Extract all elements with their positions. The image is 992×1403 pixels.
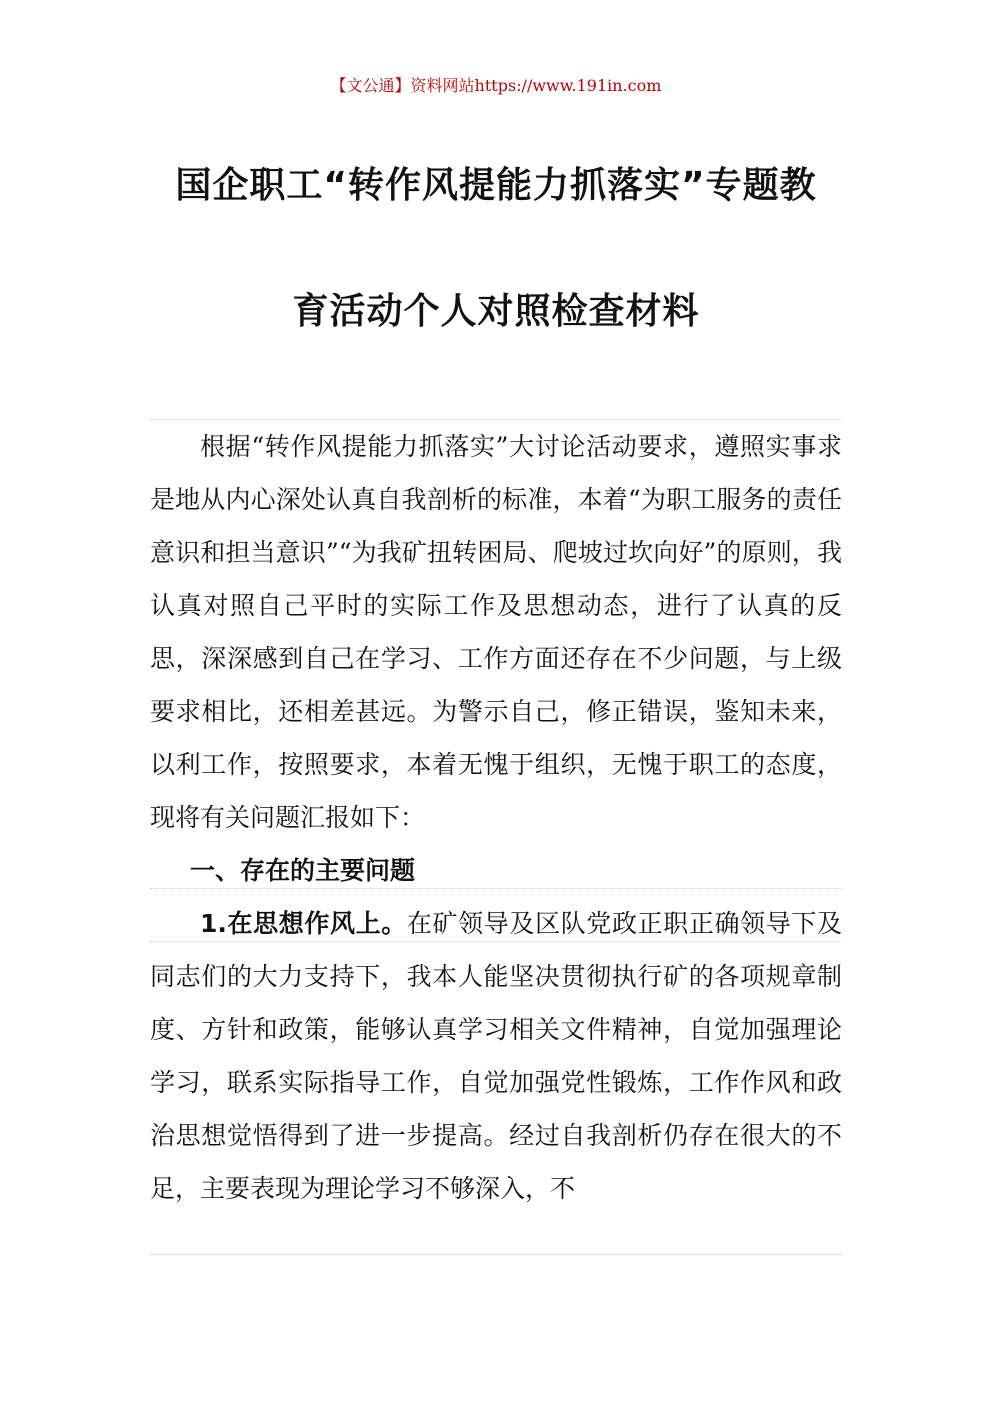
section-divider — [150, 888, 842, 889]
item-lead: 1.在思想作风上。 — [200, 909, 407, 938]
intro-paragraph: 根据“转作风提能力抓落实”大讨论活动要求，遵照实事求是地从内心深处认真自我剖析的标准，本着“为职工服务的责任意识和担当意识”“为我矿扭转困局、爬坡过坎向好”的原则，我认真对照自己平时的实际工作及思想动态，进行了认真的反思，深深感到自己在学习、工作方面还存在不少问题，与上级要求相比，还相差甚远。为警示自己，修正错误，鉴知未来，以利工作，按照要求，本着无愧于组织，无愧于职工的态度，现将有关问题汇报如下： — [150, 432, 842, 832]
document-title-line-2: 育活动个人对照检查材料 — [292, 291, 700, 332]
document-body — [150, 420, 842, 1215]
item-paragraph — [150, 897, 842, 1215]
content-bottom-divider — [150, 1254, 842, 1255]
source-header: 【文公通】资料网站https://www.191in.com — [330, 76, 662, 95]
section-heading: 一、存在的主要问题 — [190, 856, 416, 885]
document-title-line-1: 国企职工“转作风提能力抓落实”专题教 — [175, 165, 817, 206]
item-body: 在矿领导及区队党政正职正确领导下及同志们的大力支持下，我本人能坚决贯彻执行矿的各项规章制度、方针和政策，能够认真学习相关文件精神，自觉加强理论学习，联系实际指导工作，自觉加强党性锻炼，工作作风和政治思想觉悟得到了进一步提高。经过自我剖析仍存在很大的不足，主要表现为理论学习不够深入，不 — [150, 909, 842, 1203]
heading-divider — [150, 941, 842, 942]
